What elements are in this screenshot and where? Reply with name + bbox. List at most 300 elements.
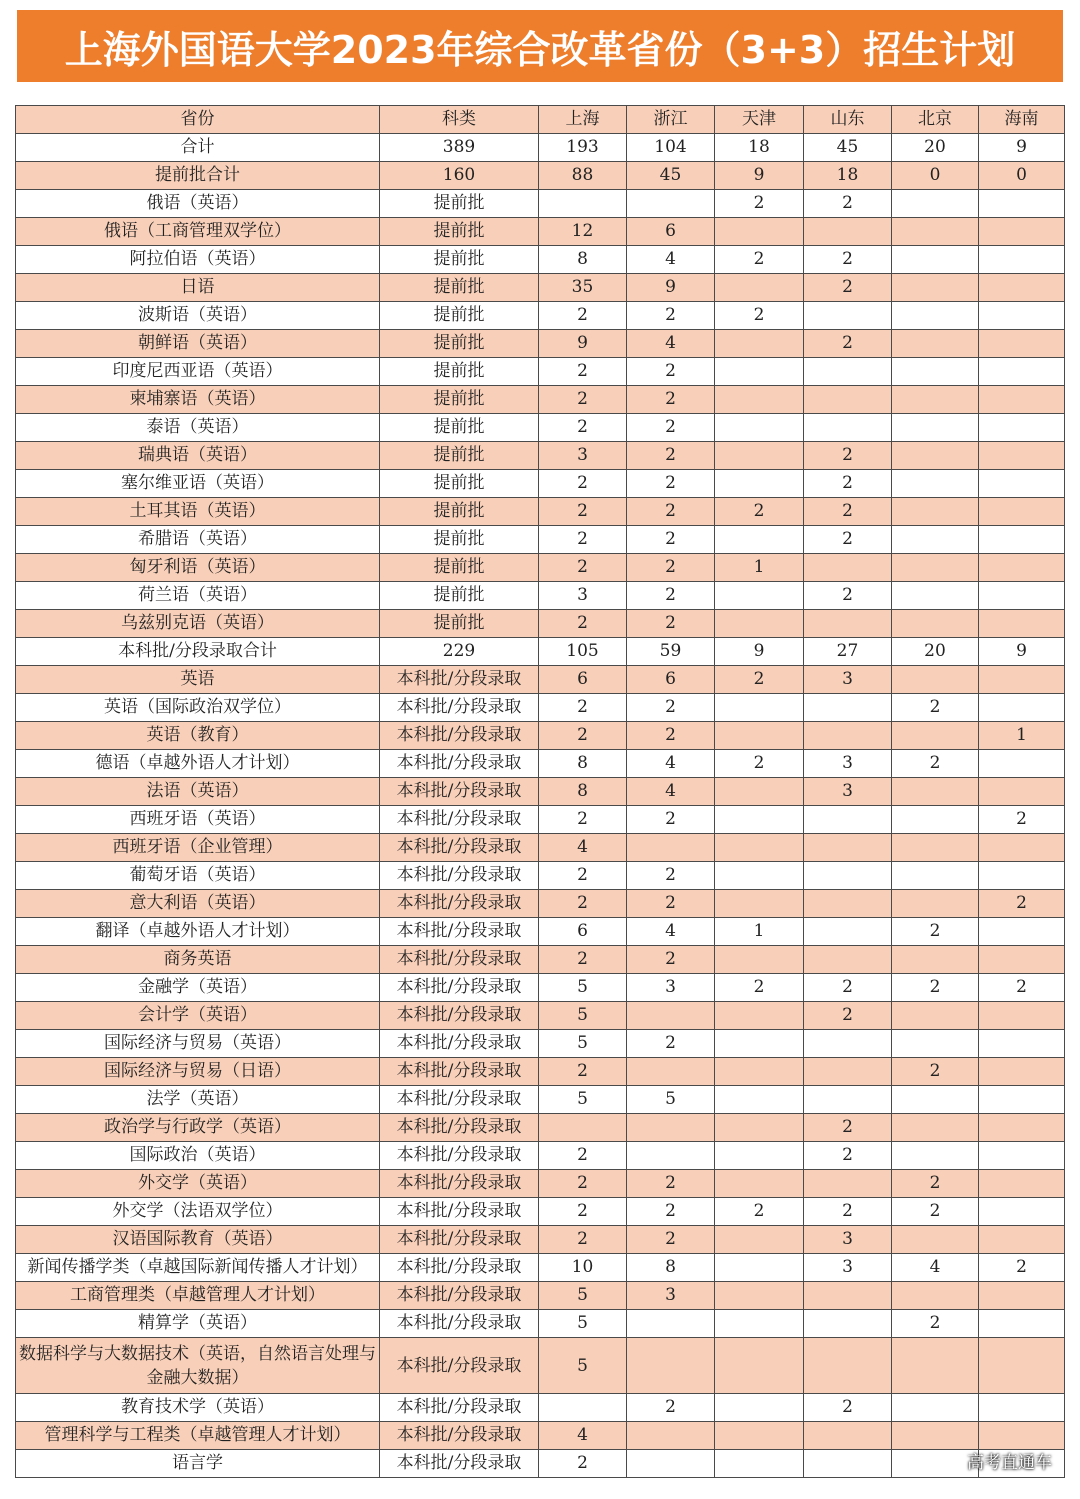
table-row (16, 1114, 1065, 1142)
header-shandong: 山东 (804, 106, 892, 134)
table-cell (892, 1002, 979, 1030)
table-cell (892, 526, 979, 554)
table-cell: 俄语（英语） (16, 190, 380, 218)
table-cell (804, 414, 892, 442)
table-row (16, 330, 1065, 358)
table-cell (804, 834, 892, 862)
table-cell: 2 (627, 610, 715, 638)
table-cell: 2 (539, 1226, 627, 1254)
table-cell: 国际经济与贸易（英语） (16, 1030, 380, 1058)
table-cell: 1 (715, 918, 804, 946)
table-cell (715, 1114, 804, 1142)
table-cell (715, 946, 804, 974)
table-row (16, 694, 1065, 722)
table-cell: 229 (380, 638, 539, 666)
table-cell: 2 (627, 722, 715, 750)
table-cell: 2 (715, 750, 804, 778)
table-cell: 2 (892, 1198, 979, 1226)
table-cell (627, 1142, 715, 1170)
table-cell (979, 750, 1065, 778)
table-cell: 希腊语（英语） (16, 526, 380, 554)
table-cell (627, 1450, 715, 1478)
table-row (16, 442, 1065, 470)
table-cell (715, 1002, 804, 1030)
table-cell (715, 1338, 804, 1394)
table-cell (979, 1226, 1065, 1254)
table-cell: 5 (539, 1338, 627, 1394)
table-cell: 提前批 (380, 274, 539, 302)
table-cell: 2 (804, 974, 892, 1002)
table-row (16, 1002, 1065, 1030)
table-cell: 外交学（法语双学位） (16, 1198, 380, 1226)
table-cell: 2 (804, 526, 892, 554)
table-row (16, 1282, 1065, 1310)
table-cell (979, 246, 1065, 274)
table-cell: 2 (627, 1226, 715, 1254)
header-beijing: 北京 (892, 106, 979, 134)
table-cell (892, 302, 979, 330)
table-cell: 2 (892, 918, 979, 946)
table-row (16, 946, 1065, 974)
table-cell (715, 218, 804, 246)
table-cell: 193 (539, 134, 627, 162)
table-cell: 2 (627, 386, 715, 414)
table-cell: 提前批 (380, 246, 539, 274)
table-row (16, 302, 1065, 330)
table-cell: 日语 (16, 274, 380, 302)
table-row (16, 582, 1065, 610)
table-cell: 8 (539, 778, 627, 806)
table-cell (804, 218, 892, 246)
table-cell (804, 1422, 892, 1450)
table-cell: 2 (627, 1394, 715, 1422)
table-cell: 2 (892, 694, 979, 722)
table-cell (715, 806, 804, 834)
table-cell: 本科批/分段录取 (380, 1086, 539, 1114)
table-cell: 5 (539, 1282, 627, 1310)
table-cell (715, 470, 804, 498)
table-cell: 4 (627, 246, 715, 274)
table-row (16, 414, 1065, 442)
table-cell: 语言学 (16, 1450, 380, 1478)
table-cell: 9 (979, 638, 1065, 666)
table-body (16, 134, 1065, 1478)
table-cell: 2 (539, 722, 627, 750)
table-cell: 2 (715, 974, 804, 1002)
table-cell: 本科批/分段录取 (380, 1002, 539, 1030)
table-cell: 2 (627, 890, 715, 918)
table-cell: 2 (979, 890, 1065, 918)
table-cell: 4 (627, 750, 715, 778)
table-cell (979, 526, 1065, 554)
table-cell: 本科批/分段录取 (380, 1338, 539, 1394)
table-cell: 2 (539, 554, 627, 582)
table-cell: 2 (715, 246, 804, 274)
table-cell: 2 (892, 1310, 979, 1338)
table-cell (804, 1058, 892, 1086)
table-cell (715, 1450, 804, 1478)
table-cell: 5 (539, 974, 627, 1002)
table-header-row (16, 106, 1065, 134)
table-cell (627, 834, 715, 862)
table-cell (892, 1450, 979, 1478)
table-cell (715, 778, 804, 806)
table-cell: 外交学（英语） (16, 1170, 380, 1198)
table-cell: 20 (892, 134, 979, 162)
table-cell (715, 1086, 804, 1114)
table-cell: 本科批/分段录取 (380, 918, 539, 946)
table-cell: 2 (892, 750, 979, 778)
table-cell (715, 1310, 804, 1338)
table-cell: 数据科学与大数据技术（英语，自然语言处理与金融大数据） (16, 1338, 380, 1394)
table-cell (979, 330, 1065, 358)
table-row (16, 190, 1065, 218)
table-cell: 0 (979, 162, 1065, 190)
table-cell: 德语（卓越外语人才计划） (16, 750, 380, 778)
table-cell: 本科批/分段录取 (380, 834, 539, 862)
table-row (16, 470, 1065, 498)
table-cell: 提前批 (380, 610, 539, 638)
table-cell (892, 190, 979, 218)
table-cell: 4 (627, 778, 715, 806)
table-row (16, 134, 1065, 162)
table-row (16, 1310, 1065, 1338)
table-cell (979, 1394, 1065, 1422)
table-cell: 本科批/分段录取 (380, 1170, 539, 1198)
table-cell: 本科批/分段录取 (380, 1114, 539, 1142)
table-cell: 2 (979, 974, 1065, 1002)
table-cell (804, 890, 892, 918)
table-cell: 本科批/分段录取 (380, 1394, 539, 1422)
watermark: 高考直通车 (967, 1453, 1052, 1473)
table-cell: 2 (804, 442, 892, 470)
table-cell: 5 (539, 1310, 627, 1338)
table-cell: 提前批 (380, 554, 539, 582)
table-cell: 本科批/分段录取 (380, 974, 539, 1002)
table-cell: 本科批/分段录取 (380, 778, 539, 806)
table-cell (892, 806, 979, 834)
table-cell (715, 1170, 804, 1198)
table-cell: 2 (804, 1114, 892, 1142)
table-cell: 2 (539, 1142, 627, 1170)
table-cell (892, 386, 979, 414)
table-cell: 2 (804, 330, 892, 358)
table-cell: 2 (627, 862, 715, 890)
table-cell (892, 1142, 979, 1170)
table-cell: 9 (715, 638, 804, 666)
table-cell: 2 (627, 694, 715, 722)
table-row (16, 750, 1065, 778)
table-row (16, 386, 1065, 414)
table-cell (979, 834, 1065, 862)
table-cell (892, 1226, 979, 1254)
table-cell: 印度尼西亚语（英语） (16, 358, 380, 386)
table-cell: 3 (804, 1226, 892, 1254)
table-cell (979, 610, 1065, 638)
table-cell (892, 610, 979, 638)
table-cell: 本科批/分段录取 (380, 750, 539, 778)
table-cell (979, 918, 1065, 946)
table-cell: 45 (627, 162, 715, 190)
table-cell: 2 (715, 666, 804, 694)
table-cell: 3 (627, 1282, 715, 1310)
table-cell: 2 (539, 358, 627, 386)
table-cell: 6 (539, 918, 627, 946)
table-cell (892, 1282, 979, 1310)
table-cell (804, 610, 892, 638)
table-cell: 6 (627, 666, 715, 694)
table-row (16, 274, 1065, 302)
table-row (16, 1450, 1065, 1478)
table-cell: 389 (380, 134, 539, 162)
table-cell: 2 (804, 498, 892, 526)
table-cell: 提前批 (380, 414, 539, 442)
table-row (16, 778, 1065, 806)
table-row (16, 1086, 1065, 1114)
table-cell (892, 470, 979, 498)
table-cell (804, 554, 892, 582)
table-cell (715, 386, 804, 414)
table-cell (715, 414, 804, 442)
table-cell: 9 (979, 134, 1065, 162)
table-cell (715, 834, 804, 862)
table-cell: 2 (627, 582, 715, 610)
table-cell (892, 498, 979, 526)
table-cell (979, 1282, 1065, 1310)
table-cell (715, 694, 804, 722)
table-cell (627, 190, 715, 218)
table-row (16, 162, 1065, 190)
table-cell: 本科批/分段录取 (380, 1254, 539, 1282)
table-cell: 2 (539, 1058, 627, 1086)
table-cell (715, 610, 804, 638)
table-cell: 俄语（工商管理双学位） (16, 218, 380, 246)
table-cell (715, 1394, 804, 1422)
table-cell (804, 806, 892, 834)
table-cell (627, 1422, 715, 1450)
enrollment-plan-table (15, 105, 1065, 1478)
table-cell (715, 330, 804, 358)
table-cell (715, 890, 804, 918)
table-cell: 12 (539, 218, 627, 246)
table-row (16, 1030, 1065, 1058)
table-cell (979, 190, 1065, 218)
table-cell: 提前批 (380, 302, 539, 330)
table-cell: 本科批/分段录取 (380, 694, 539, 722)
table-cell (892, 582, 979, 610)
table-cell: 2 (892, 1170, 979, 1198)
table-cell (892, 722, 979, 750)
table-row (16, 1058, 1065, 1086)
table-cell: 教育技术学（英语） (16, 1394, 380, 1422)
table-cell: 泰语（英语） (16, 414, 380, 442)
table-row (16, 834, 1065, 862)
table-cell: 3 (627, 974, 715, 1002)
table-cell: 2 (804, 1142, 892, 1170)
table-cell (979, 414, 1065, 442)
table-cell: 3 (539, 582, 627, 610)
table-cell: 2 (539, 1170, 627, 1198)
table-cell: 本科批/分段录取 (380, 666, 539, 694)
table-cell: 5 (539, 1002, 627, 1030)
table-cell (979, 946, 1065, 974)
table-row (16, 1142, 1065, 1170)
table-cell (892, 442, 979, 470)
table-cell: 2 (627, 470, 715, 498)
table-cell: 提前批 (380, 190, 539, 218)
table-cell: 4 (892, 1254, 979, 1282)
table-cell (715, 1282, 804, 1310)
table-cell: 1 (979, 722, 1065, 750)
table-cell: 2 (804, 1002, 892, 1030)
table-cell (715, 1254, 804, 1282)
table-cell: 45 (804, 134, 892, 162)
table-cell: 朝鲜语（英语） (16, 330, 380, 358)
table-cell: 波斯语（英语） (16, 302, 380, 330)
table-cell: 翻译（卓越外语人才计划） (16, 918, 380, 946)
table-cell: 提前批 (380, 330, 539, 358)
table-cell: 本科批/分段录取 (380, 722, 539, 750)
table-row (16, 1254, 1065, 1282)
table-cell: 土耳其语（英语） (16, 498, 380, 526)
table-cell (979, 1142, 1065, 1170)
table-cell (892, 218, 979, 246)
table-cell: 国际经济与贸易（日语） (16, 1058, 380, 1086)
table-cell: 本科批/分段录取 (380, 946, 539, 974)
table-row (16, 638, 1065, 666)
header-hainan: 海南 (979, 106, 1065, 134)
table-cell: 提前批 (380, 526, 539, 554)
table-cell: 荷兰语（英语） (16, 582, 380, 610)
table-row (16, 918, 1065, 946)
table-row (16, 974, 1065, 1002)
table-cell: 英语 (16, 666, 380, 694)
table-cell (979, 862, 1065, 890)
table-cell (979, 778, 1065, 806)
header-province: 省份 (16, 106, 380, 134)
table-cell: 3 (539, 442, 627, 470)
table-cell (979, 218, 1065, 246)
table-cell: 会计学（英语） (16, 1002, 380, 1030)
table-cell: 本科批/分段录取 (380, 1142, 539, 1170)
table-cell: 意大利语（英语） (16, 890, 380, 918)
table-cell (979, 1422, 1065, 1450)
table-cell (804, 302, 892, 330)
table-cell (627, 1002, 715, 1030)
table-cell: 3 (804, 666, 892, 694)
table-cell: 法语（英语） (16, 778, 380, 806)
table-cell (539, 190, 627, 218)
table-cell: 2 (715, 190, 804, 218)
table-cell: 瑞典语（英语） (16, 442, 380, 470)
table-cell: 2 (627, 1170, 715, 1198)
table-cell: 工商管理类（卓越管理人才计划） (16, 1282, 380, 1310)
table-row (16, 610, 1065, 638)
table-cell (892, 946, 979, 974)
table-cell: 本科批/分段录取合计 (16, 638, 380, 666)
table-cell: 105 (539, 638, 627, 666)
table-cell: 本科批/分段录取 (380, 1282, 539, 1310)
table-cell (715, 442, 804, 470)
table-cell: 27 (804, 638, 892, 666)
table-cell (804, 694, 892, 722)
table-cell (979, 498, 1065, 526)
table-cell: 6 (539, 666, 627, 694)
table-cell: 提前批 (380, 498, 539, 526)
table-cell (804, 722, 892, 750)
table-row (16, 358, 1065, 386)
table-cell: 商务英语 (16, 946, 380, 974)
table-cell: 2 (539, 470, 627, 498)
table-cell (892, 1086, 979, 1114)
table-cell: 政治学与行政学（英语） (16, 1114, 380, 1142)
table-cell: 金融学（英语） (16, 974, 380, 1002)
table-cell (892, 246, 979, 274)
table-cell: 59 (627, 638, 715, 666)
table-cell (892, 554, 979, 582)
table-cell (715, 274, 804, 302)
table-cell: 本科批/分段录取 (380, 1450, 539, 1478)
table-cell: 2 (539, 302, 627, 330)
table-cell: 2 (627, 1198, 715, 1226)
table-row (16, 498, 1065, 526)
table-cell: 管理科学与工程类（卓越管理人才计划） (16, 1422, 380, 1450)
table-cell (715, 582, 804, 610)
table-cell: 4 (539, 1422, 627, 1450)
table-cell: 2 (804, 246, 892, 274)
table-cell (892, 1114, 979, 1142)
table-row (16, 862, 1065, 890)
table-cell (892, 1030, 979, 1058)
table-cell: 3 (804, 778, 892, 806)
table-cell: 葡萄牙语（英语） (16, 862, 380, 890)
table-cell: 2 (804, 1394, 892, 1422)
table-cell: 2 (892, 1058, 979, 1086)
table-cell (892, 1394, 979, 1422)
table-cell: 2 (715, 1198, 804, 1226)
table-cell: 合计 (16, 134, 380, 162)
table-cell (979, 1058, 1065, 1086)
table-cell: 2 (539, 890, 627, 918)
table-cell (627, 1338, 715, 1394)
table-cell: 2 (715, 302, 804, 330)
table-cell: 2 (627, 1030, 715, 1058)
table-cell: 8 (539, 750, 627, 778)
table-cell (979, 554, 1065, 582)
table-cell (804, 1450, 892, 1478)
table-cell (979, 582, 1065, 610)
table-cell: 10 (539, 1254, 627, 1282)
table-cell (715, 862, 804, 890)
table-cell: 2 (627, 442, 715, 470)
table-cell: 2 (539, 498, 627, 526)
table-cell (892, 666, 979, 694)
table-cell: 2 (539, 414, 627, 442)
table-cell (715, 1030, 804, 1058)
table-cell: 提前批 (380, 386, 539, 414)
table-row (16, 722, 1065, 750)
table-row (16, 1170, 1065, 1198)
table-cell: 2 (804, 1198, 892, 1226)
table-cell: 2 (804, 470, 892, 498)
table-cell (979, 1170, 1065, 1198)
table-cell: 5 (539, 1086, 627, 1114)
table-cell: 2 (627, 806, 715, 834)
table-cell: 英语（国际政治双学位） (16, 694, 380, 722)
table-cell: 2 (892, 974, 979, 1002)
table-cell (804, 358, 892, 386)
page-title: 上海外国语大学2023年综合改革省份（3+3）招生计划 (17, 10, 1063, 82)
